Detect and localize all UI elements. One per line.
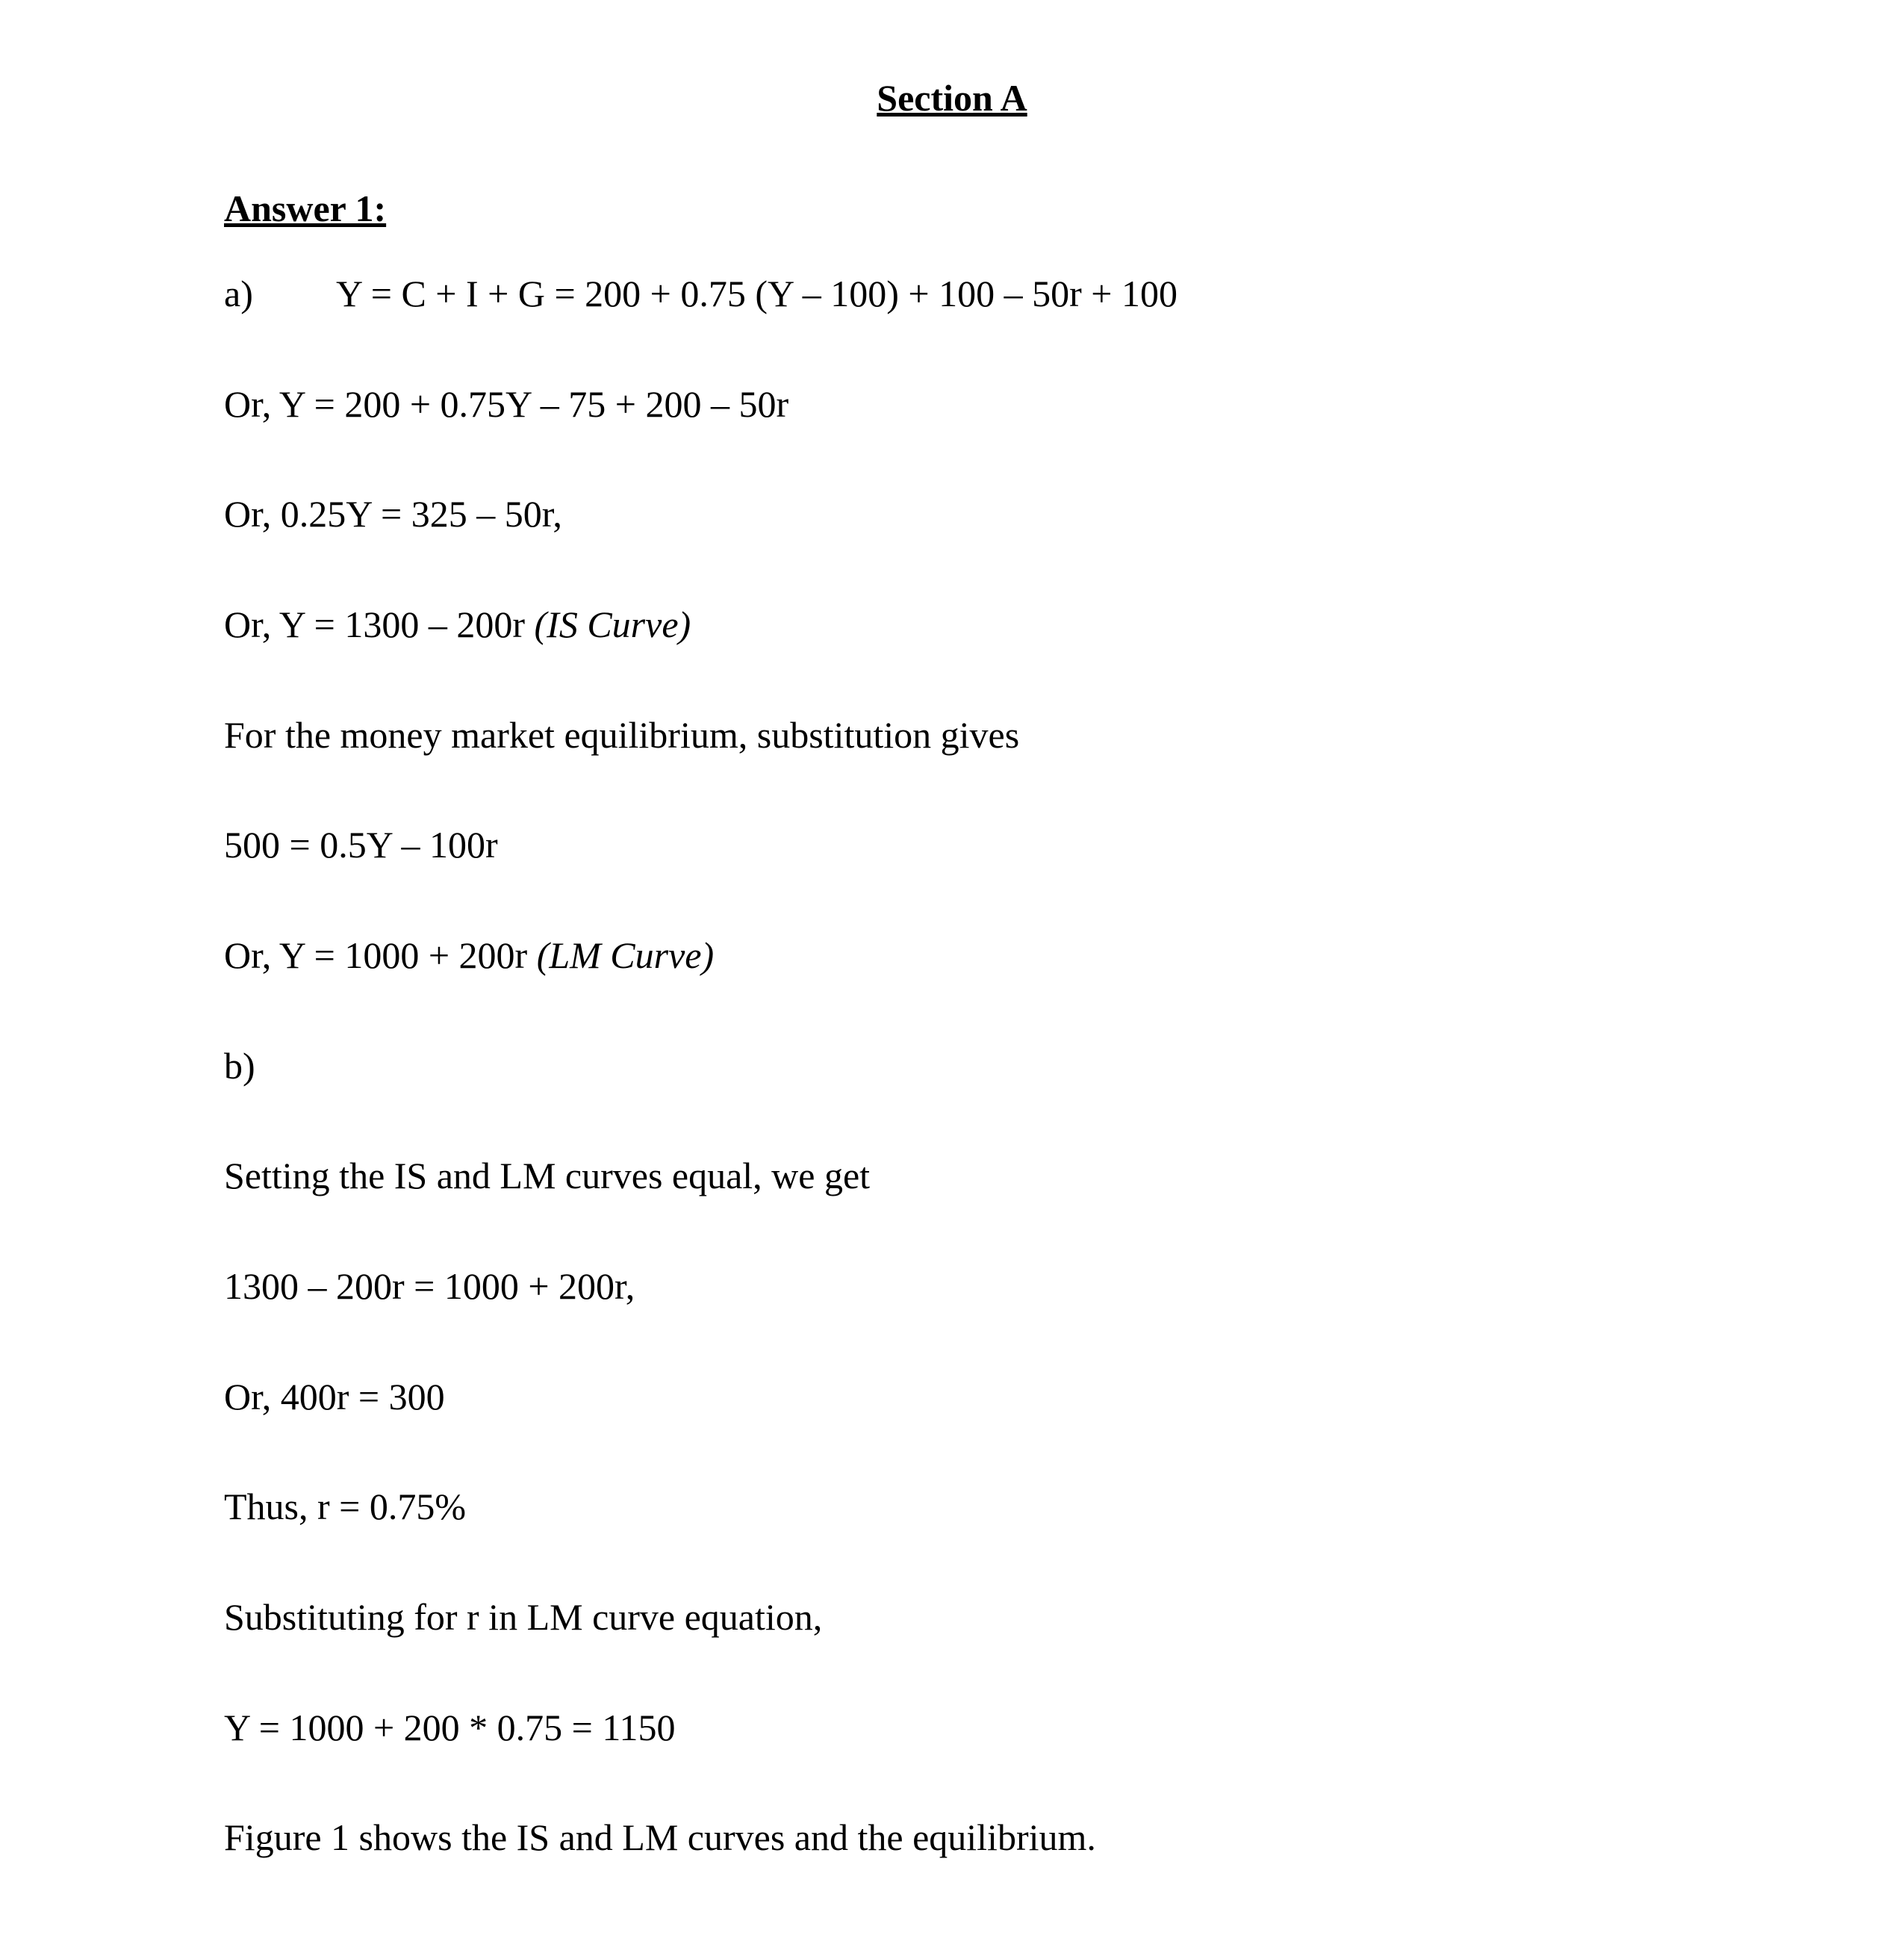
is-curve-line xyxy=(224,598,691,651)
setting-curves-text: Setting the IS and LM curves equal, we get xyxy=(224,1155,871,1196)
equation-line-2: Or, Y = 200 + 0.75Y – 75 + 200 – 50r xyxy=(224,383,789,425)
part-a-equation: Y = C + I + G = 200 + 0.75 (Y – 100) + 100 – 50r + 100 xyxy=(336,273,1177,314)
lm-curve-equation: Or, Y = 1000 + 200r xyxy=(224,934,537,976)
section-title: Section A xyxy=(877,77,1027,119)
output-result: Y = 1000 + 200 * 0.75 = 1150 xyxy=(224,1707,676,1748)
figure-reference-text: Figure 1 shows the IS and LM curves and the equilibrium. xyxy=(224,1816,1096,1858)
lm-curve-note: (LM Curve) xyxy=(536,934,715,976)
solve-r-equation: Or, 400r = 300 xyxy=(224,1376,445,1418)
equation-line-3: Or, 0.25Y = 325 – 50r, xyxy=(224,493,562,535)
is-curve-equation: Or, Y = 1300 – 200r xyxy=(224,603,535,645)
part-a-line xyxy=(224,267,1177,320)
answer-heading: Answer 1: xyxy=(224,187,387,229)
substitution-text: Substituting for r in LM curve equation, xyxy=(224,1596,823,1638)
is-curve-note: (IS Curve) xyxy=(534,603,691,645)
part-b-label: b) xyxy=(224,1045,255,1087)
interest-rate-result: Thus, r = 0.75% xyxy=(224,1485,466,1527)
equilibrium-equation: 1300 – 200r = 1000 + 200r, xyxy=(224,1265,635,1307)
money-market-text: For the money market equilibrium, substitution gives xyxy=(224,714,1020,756)
money-market-equation: 500 = 0.5Y – 100r xyxy=(224,824,498,866)
part-a-label: a) xyxy=(224,273,253,314)
lm-curve-line xyxy=(224,929,714,981)
